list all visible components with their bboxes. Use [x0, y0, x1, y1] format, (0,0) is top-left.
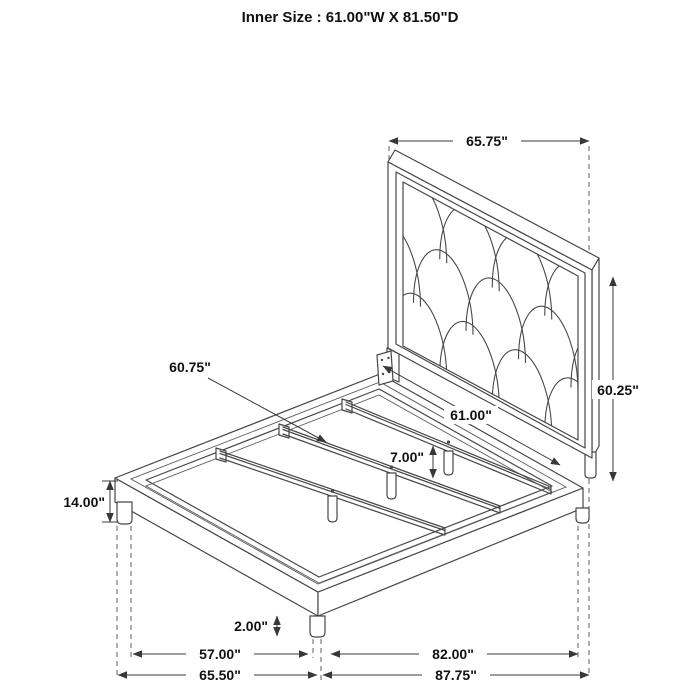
- slat-support-leg: [328, 496, 337, 522]
- headboard-bracket: [377, 351, 393, 385]
- dim-label-57-00: 57.00": [199, 646, 241, 662]
- dim-label-2-00: 2.00": [234, 618, 268, 634]
- dimension-footboard-inner-width: [133, 646, 308, 663]
- dim-label-87-75: 87.75": [435, 667, 477, 683]
- dim-label-61-00: 61.00": [450, 407, 492, 423]
- dim-label-7-00: 7.00": [390, 449, 424, 465]
- dimension-foot-leg-height: [234, 616, 277, 636]
- headboard-right-edge: [592, 258, 599, 458]
- dim-label-60-75: 60.75": [169, 359, 211, 375]
- dimension-headboard-width: [389, 132, 589, 149]
- dimension-rail-height: [63, 481, 118, 522]
- dim-label-14-00: 14.00": [63, 494, 105, 510]
- dim-label-82-00: 82.00": [432, 646, 474, 662]
- dimension-overall-width: [118, 667, 317, 684]
- dimension-headboard-height: [592, 277, 644, 481]
- dim-label-65-75: 65.75": [466, 133, 508, 149]
- dim-label-60-25: 60.25": [597, 382, 639, 398]
- dimension-overall-length: [323, 667, 589, 684]
- right-corner-leg: [576, 508, 589, 523]
- inner-size-title: Inner Size : 61.00"W X 81.50"D: [241, 9, 459, 26]
- slat-support-leg: [387, 473, 396, 499]
- dim-label-65-50: 65.50": [199, 667, 241, 683]
- slat-support-leg: [444, 451, 453, 475]
- front-corner-leg: [310, 616, 325, 637]
- dimension-inner-length: [331, 646, 578, 663]
- left-corner-leg: [117, 502, 132, 524]
